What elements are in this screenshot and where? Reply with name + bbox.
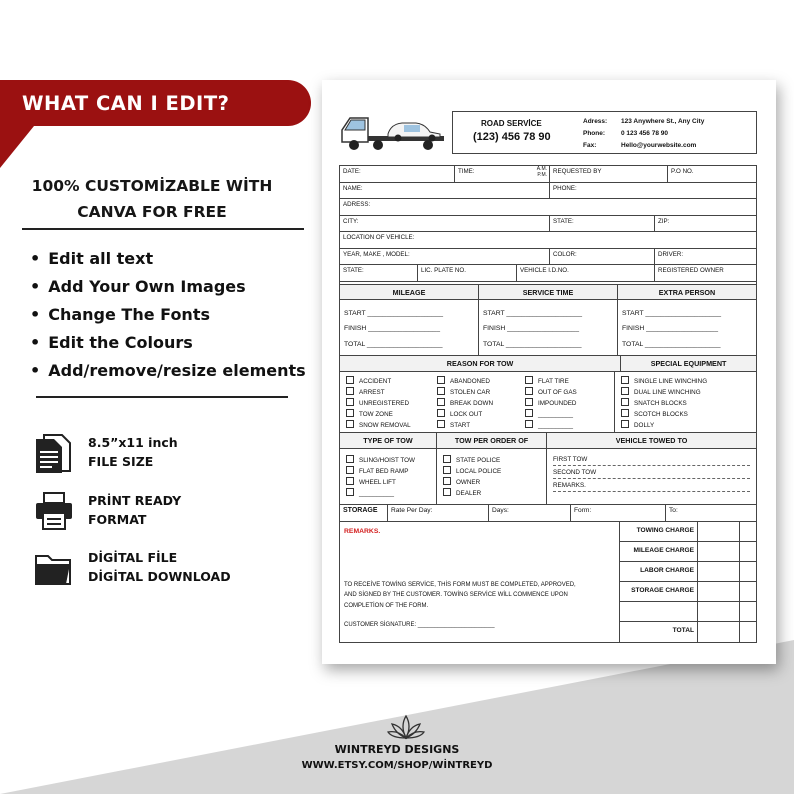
extra-person-title: EXTRA PERSON [658, 287, 716, 297]
checkbox-item[interactable] [525, 376, 614, 387]
checkbox-item[interactable] [621, 420, 750, 431]
checkbox-label: DEALER [456, 489, 482, 497]
checkbox-label: DUAL LINE WINCHING [634, 388, 701, 396]
checkbox[interactable] [525, 409, 533, 417]
charge-label: STORAGE CHARGE [620, 582, 698, 601]
checkbox-label: ACCIDENT [359, 377, 392, 385]
blank-line: __________ [538, 410, 574, 418]
special-title: SPECIAL EQUIPMENT [650, 358, 727, 368]
feature-list [30, 248, 306, 388]
customizable-text: 100% CUSTOMİZABLE WİTH CANVA FOR FREE [31, 177, 273, 221]
checkbox-item[interactable] [443, 455, 540, 466]
checkbox-item[interactable] [346, 477, 430, 488]
charge-amount[interactable] [698, 582, 740, 601]
checkbox-item[interactable] [346, 398, 431, 409]
charge-cents[interactable] [740, 602, 756, 621]
tow-type-header-row [340, 433, 756, 449]
checkbox[interactable] [621, 387, 629, 395]
checkbox[interactable] [437, 420, 445, 428]
days-field[interactable]: Days: [489, 505, 571, 521]
customer-signature-line[interactable]: CUSTOMER SİGNATURE: _______________________ [344, 621, 495, 628]
checkbox-item[interactable] [621, 376, 750, 387]
company-header: ROAD SERVİCE (123) 456 78 90 Adress: Phone: Fax: 123 Anywhere St., Any City 0 123 456 78 90 Hello@yourwebsite.com [452, 111, 757, 154]
form-row [340, 249, 756, 266]
blank-line: __________ [359, 489, 395, 497]
checkbox-item[interactable] [437, 376, 525, 387]
folder-icon [34, 548, 74, 588]
checkbox[interactable] [621, 398, 629, 406]
form-row [340, 232, 756, 249]
towed-to-label: SECOND TOW [553, 468, 597, 476]
checkbox-label: STOLEN CAR [450, 388, 491, 396]
registered-owner-field[interactable]: REGISTERED OWNER [658, 267, 724, 274]
per-order-title: TOW PER ORDER OF [437, 433, 547, 448]
checkbox-label: TOW ZONE [359, 410, 393, 418]
checkbox-item[interactable] [346, 488, 430, 499]
checkbox-item[interactable] [525, 420, 614, 431]
form-row [340, 166, 756, 183]
mileage-block[interactable]: START ____________________ FINISH ___________________ TOTAL ____________________ [340, 300, 479, 355]
checkbox[interactable] [437, 387, 445, 395]
lotus-logo-icon [386, 714, 426, 740]
checkbox-label: WHEEL LIFT [359, 478, 396, 486]
feature-item: • Edit all text [30, 248, 306, 276]
color-field[interactable]: COLOR: [550, 249, 655, 265]
reason-header-row [340, 356, 756, 372]
checkbox[interactable] [437, 409, 445, 417]
checkbox-item[interactable] [346, 376, 431, 387]
checkbox-label: START [450, 421, 471, 429]
checkbox-label: UNREGISTERED [359, 399, 410, 407]
checkbox[interactable] [346, 466, 354, 474]
charge-cents[interactable] [740, 622, 756, 642]
city-field[interactable]: CITY: [340, 216, 550, 232]
checkbox-item[interactable] [346, 466, 430, 477]
rate-per-day-field[interactable]: Rate Per Day: [388, 505, 489, 521]
checkbox[interactable] [443, 466, 451, 474]
name-field[interactable]: NAME: [340, 183, 550, 199]
brand-name: WINTREYD DESIGNS [334, 743, 460, 756]
zip-field[interactable]: ZIP: [658, 217, 670, 225]
checkbox[interactable] [621, 420, 629, 428]
checkbox[interactable] [346, 455, 354, 463]
type-of-tow-title: TYPE OF TOW [340, 433, 437, 448]
brand-url: WWW.ETSY.COM/SHOP/WİNTREYD [301, 760, 493, 771]
checkbox-item[interactable] [443, 488, 540, 499]
charge-row [620, 622, 756, 642]
checkbox[interactable] [437, 398, 445, 406]
feature-item: • Add Your Own Images [30, 276, 306, 304]
checkbox[interactable] [525, 376, 533, 384]
checkbox-item[interactable] [621, 398, 750, 409]
checkbox-label: OUT OF GAS [538, 388, 577, 396]
checkbox[interactable] [525, 398, 533, 406]
phone-big: (123) 456 78 90 [473, 131, 551, 143]
checkbox[interactable] [525, 420, 533, 428]
checkbox[interactable] [443, 455, 451, 463]
po-field[interactable]: P.O NO. [671, 168, 694, 175]
feature-item: • Add/remove/resize elements [30, 360, 306, 388]
form-row [340, 265, 756, 282]
charge-row [620, 562, 756, 582]
checkbox-label: FLAT TIRE [538, 377, 569, 385]
document-icon [34, 433, 74, 473]
checkbox-label: DOLLY [634, 421, 655, 429]
charge-cents[interactable] [740, 542, 756, 561]
vin-field[interactable]: VEHICLE I.D.NO. [517, 265, 655, 281]
form-paper [322, 80, 776, 664]
tow-type-block [340, 449, 756, 505]
file-size-info: 8.5”x11 inch FILE SIZE [34, 433, 294, 477]
state2-field[interactable]: STATE: [340, 265, 418, 281]
service-time-title: SERVICE TIME [479, 285, 618, 299]
blank-line: __________ [538, 421, 574, 429]
charge-cents[interactable] [740, 522, 756, 541]
date-field[interactable]: DATE: [340, 166, 455, 182]
reason-block [340, 372, 756, 433]
charge-cents[interactable] [740, 582, 756, 601]
extra-person-block[interactable]: START ____________________ FINISH ___________________ TOTAL ____________________ [622, 309, 722, 348]
edit-banner [0, 80, 311, 126]
checkbox[interactable] [346, 420, 354, 428]
divider [22, 228, 304, 230]
mileage-title: MILEAGE [340, 285, 479, 299]
charge-row [620, 522, 756, 542]
note-line: AND SİGNED BY THE CUSTOMER. TOWİNG SERVİCE WİLL COMMENCE UPON [344, 592, 568, 598]
checkbox-item[interactable] [437, 420, 525, 431]
charge-row [620, 582, 756, 602]
time-field[interactable]: TIME: A.M. P.M. [455, 166, 550, 182]
remarks-charges-block [340, 522, 756, 642]
digital-file-info: DİGİTAL FİLE DİGİTAL DOWNLOAD [34, 548, 294, 592]
checkbox[interactable] [525, 387, 533, 395]
charge-label: TOWING CHARGE [620, 522, 698, 541]
charge-row [620, 602, 756, 622]
form-row [340, 199, 756, 216]
charge-label [620, 602, 698, 621]
print-ready-info: PRİNT READY FORMAT [34, 491, 294, 535]
road-service-title: ROAD SERVİCE [481, 119, 542, 128]
checkbox-label: IMPOUNDED [538, 399, 577, 407]
note-line: TO RECEİVE TOWİNG SERVİCE, THİS FORM MUST BE COMPLETED, APPROVED, [344, 581, 576, 588]
checkbox-label: LOCAL POLICE [456, 467, 502, 475]
adress-field[interactable]: ADRESS: [343, 201, 371, 208]
form-row [340, 183, 756, 200]
lic-plate-field[interactable]: LIC. PLATE NO. [418, 265, 517, 281]
charge-row [620, 542, 756, 562]
remarks-label: REMARKS. [344, 527, 381, 535]
checkbox[interactable] [443, 488, 451, 496]
to-field[interactable]: To: [669, 506, 678, 514]
checkbox-item[interactable] [346, 409, 431, 420]
checkbox[interactable] [346, 488, 354, 496]
checkbox-label: SNATCH BLOCKS [634, 399, 687, 407]
divider [36, 396, 288, 398]
checkbox-label: SLING/HOIST TOW [359, 456, 415, 464]
checkbox-label: STATE POLICE [456, 456, 501, 464]
checkbox-label: SNOW REMOVAL [359, 421, 411, 429]
checkbox-item[interactable] [346, 420, 431, 431]
requested-by-field[interactable]: REQUESTED BY [550, 166, 668, 182]
tow-truck-icon [338, 110, 448, 154]
checkbox-item[interactable] [525, 387, 614, 398]
checkbox-label: ARREST [359, 388, 385, 396]
phone-field[interactable]: PHONE: [553, 184, 577, 192]
feature-item: • Change The Fonts [30, 304, 306, 332]
towed-to-line[interactable] [553, 466, 750, 479]
remarks-area[interactable] [340, 522, 620, 642]
checkbox-label: BREAK DOWN [450, 399, 494, 407]
charge-amount[interactable] [698, 602, 740, 621]
charge-label: TOTAL [620, 622, 698, 642]
checkbox[interactable] [621, 409, 629, 417]
storage-row [340, 505, 756, 522]
checkbox-item[interactable] [437, 398, 525, 409]
charge-label: MILEAGE CHARGE [620, 542, 698, 561]
charge-amount[interactable] [698, 522, 740, 541]
towed-to-title: VEHICLE TOWED TO [615, 435, 688, 445]
checkbox-item[interactable] [437, 409, 525, 420]
checkbox[interactable] [346, 477, 354, 485]
form-field[interactable]: Form: [571, 505, 666, 521]
charge-amount[interactable] [698, 622, 740, 642]
towed-to-label: REMARKS. [553, 481, 586, 489]
charge-amount[interactable] [698, 562, 740, 581]
checkbox[interactable] [621, 376, 629, 384]
printer-icon [34, 491, 74, 531]
checkbox[interactable] [437, 376, 445, 384]
checkbox-label: FLAT BED RAMP [359, 467, 409, 475]
checkbox-label: ABANDONED [450, 377, 490, 385]
checkbox[interactable] [346, 398, 354, 406]
location-field[interactable]: LOCATION OF VEHICLE: [343, 234, 415, 241]
driver-field[interactable]: DRIVER: [658, 250, 684, 258]
note-line: COMPLETİON OF THE FORM. [344, 602, 429, 609]
form-row [340, 216, 756, 233]
charge-cents[interactable] [740, 562, 756, 581]
tow-form-grid [339, 165, 757, 643]
checkbox-label: SCOTCH BLOCKS [634, 410, 688, 418]
storage-label: STORAGE [340, 505, 388, 521]
checkbox-label: OWNER [456, 478, 481, 486]
checkbox-label: SINGLE LINE WINCHING [634, 377, 708, 385]
checkbox[interactable] [346, 387, 354, 395]
year-make-model-field[interactable]: YEAR, MAKE , MODEL: [340, 249, 550, 265]
state-field[interactable]: STATE: [550, 216, 655, 232]
checkbox-item[interactable] [443, 477, 540, 488]
checkbox-item[interactable] [437, 387, 525, 398]
checkbox-item[interactable] [346, 387, 431, 398]
checkbox-item[interactable] [621, 387, 750, 398]
towed-to-label: FIRST TOW [553, 455, 588, 463]
checkbox-item[interactable] [525, 409, 614, 420]
checkbox[interactable] [346, 376, 354, 384]
towed-to-line[interactable] [553, 479, 750, 492]
checkbox-item[interactable] [346, 455, 430, 466]
service-time-block[interactable]: START ____________________ FINISH ___________________ TOTAL ____________________ [479, 300, 618, 355]
start-finish-block [340, 300, 756, 356]
feature-item: • Edit the Colours [30, 332, 306, 360]
checkbox-item[interactable] [443, 466, 540, 477]
checkbox[interactable] [443, 477, 451, 485]
checkbox-label: LOCK OUT [450, 410, 483, 418]
charge-amount[interactable] [698, 542, 740, 561]
mileage-header-row [340, 284, 756, 300]
banner-text: WHAT CAN I EDIT? [22, 92, 230, 115]
checkbox-item[interactable] [621, 409, 750, 420]
charge-label: LABOR CHARGE [620, 562, 698, 581]
checkbox[interactable] [346, 409, 354, 417]
towed-to-line[interactable] [553, 453, 750, 466]
checkbox-item[interactable] [525, 398, 614, 409]
reason-title: REASON FOR TOW [340, 356, 621, 371]
